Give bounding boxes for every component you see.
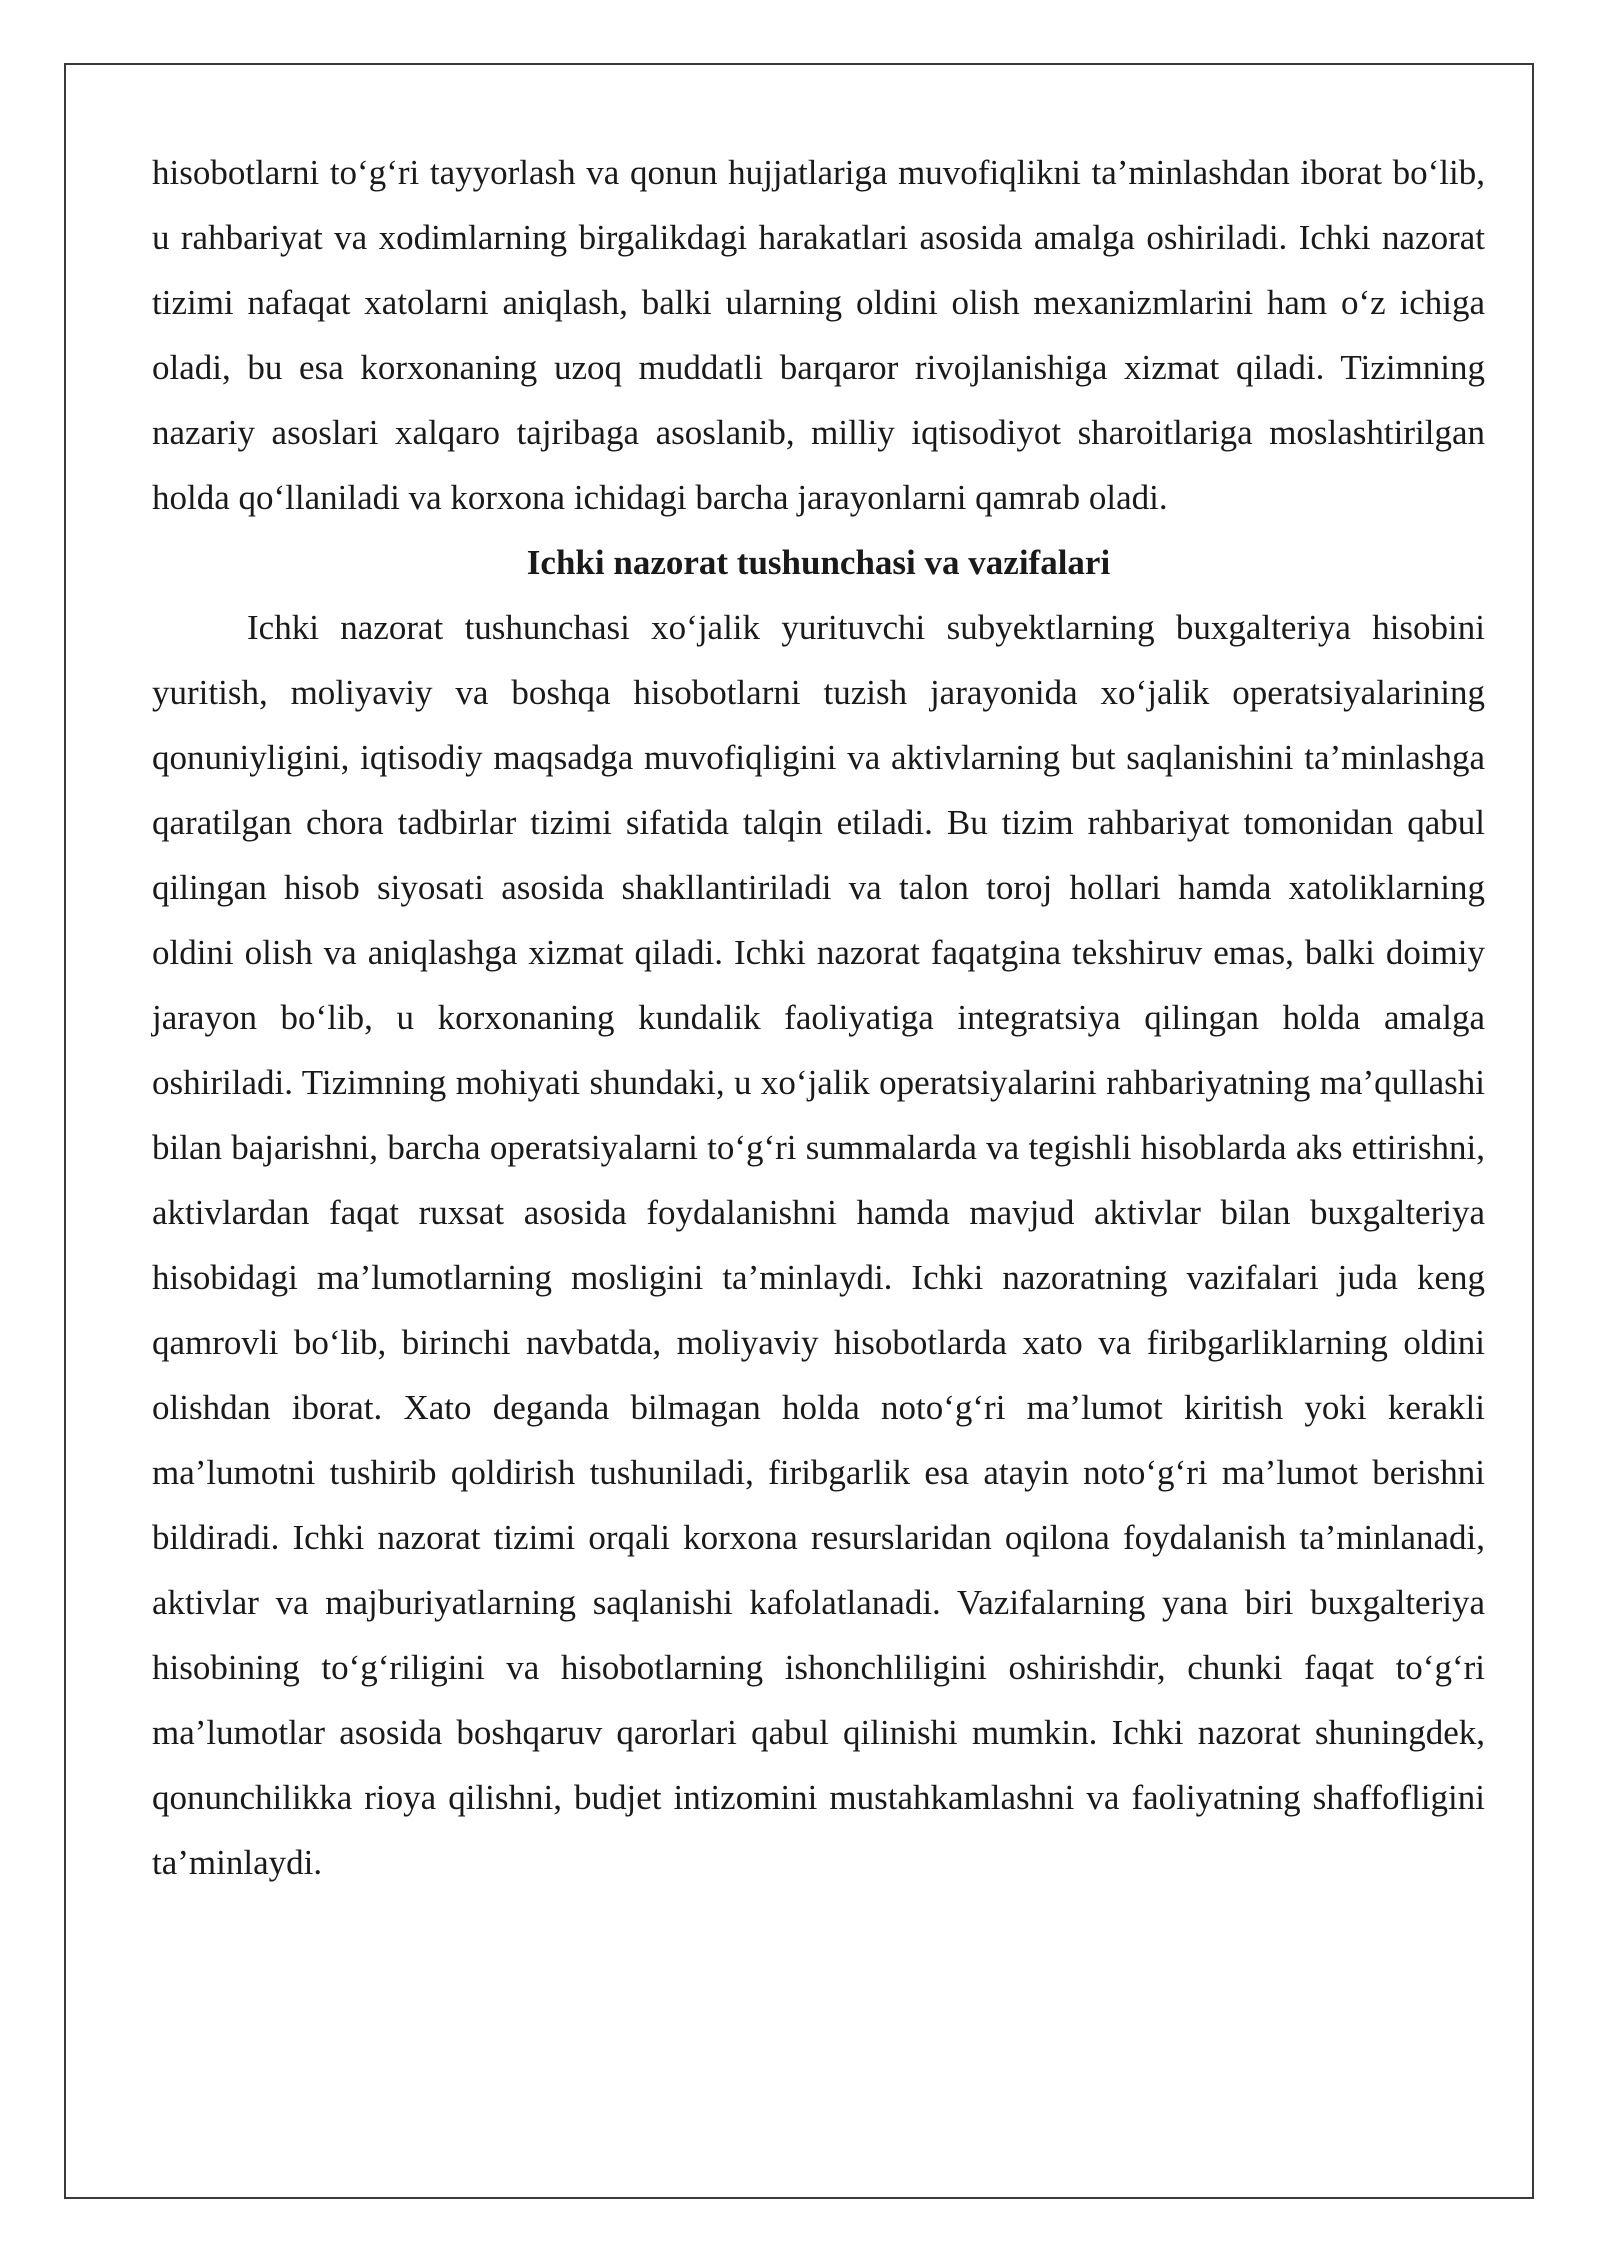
paragraph-main: Ichki nazorat tushunchasi xo‘jalik yurituvchi subyektlarning buxgalteriya hisobini yuritish, moliyaviy va boshqa hisobotlarni tuzish jarayonida xo‘jalik operatsiyalarining qonuniyligini, iqtisodiy maqsadga muvofiqligini va aktivlarning but saqlanishini ta’minlashga qaratilgan chora tadbirlar tizimi sifatida talqin etiladi. Bu tizim rahbariyat tomonidan qabul qilingan hisob siyosati asosida shakllantiriladi va talon toroj hollari hamda xatoliklarning oldini olish va aniqlashga xizmat qiladi. Ichki nazorat faqatgina tekshiruv emas, balki doimiy jarayon bo‘lib, u korxonaning kundalik faoliyatiga integratsiya qilingan holda amalga oshiriladi. Tizimning mohiyati shundaki, u xo‘jalik operatsiyalarini rahbariyatning ma’qullashi bilan bajarishni, barcha operatsiyalarni to‘g‘ri summalarda va tegishli hisoblarda aks ettirishni, aktivlardan faqat ruxsat asosida foydalanishni hamda mavjud aktivlar bilan buxgalteriya hisobidagi ma’lumotlarning mosligini ta’minlaydi. Ichki nazoratning vazifalari juda keng qamrovli bo‘lib, birinchi navbatda, moliyaviy hisobotlarda xato va firibgarliklarning oldini olishdan iborat. Xato deganda bilmagan holda noto‘g‘ri ma’lumot kiritish yoki kerakli ma’lumotni tushirib qoldirish tushuniladi, firibgarlik esa atayin noto‘g‘ri ma’lumot berishni bildiradi. Ichki nazorat tizimi orqali korxona resurslaridan oqilona foydalanish ta’minlanadi, aktivlar va majburiyatlarning saqlanishi kafolatlanadi. Vazifalarning yana biri buxgalteriya hisobining to‘g‘riligini va hisobotlarning ishonchliligini oshirishdir, chunki faqat to‘g‘ri ma’lumotlar asosida boshqaruv qarorlari qabul qilinishi mumkin. Ichki nazorat shuningdek, qonunchilikka rioya qilishni, budjet intizomini mustahkamlashni va faoliyatning shaffofligini ta’minlaydi. — [152, 608, 1485, 1882]
paragraph-continuation: hisobotlarni to‘g‘ri tayyorlash va qonun hujjatlariga muvofiqlikni ta’minlashdan iborat bo‘lib, u rahbariyat va xodimlarning birgalikdagi harakatlari asosida amalga oshiriladi. Ichki nazorat tizimi nafaqat xatolarni aniqlash, balki ularning oldini olish mexanizmlarini ham o‘z ichiga oladi, bu esa korxonaning uzoq muddatli barqaror rivojlanishiga xizmat qiladi. Tizimning nazariy asoslari xalqaro tajribaga asoslanib, milliy iqtisodiyot sharoitlariga moslashtirilgan holda qo‘llaniladi va korxona ichidagi barcha jarayonlarni qamrab oladi. — [152, 153, 1485, 517]
document-body — [152, 140, 1485, 1895]
section-heading: Ichki nazorat tushunchasi va vazifalari — [526, 543, 1111, 582]
